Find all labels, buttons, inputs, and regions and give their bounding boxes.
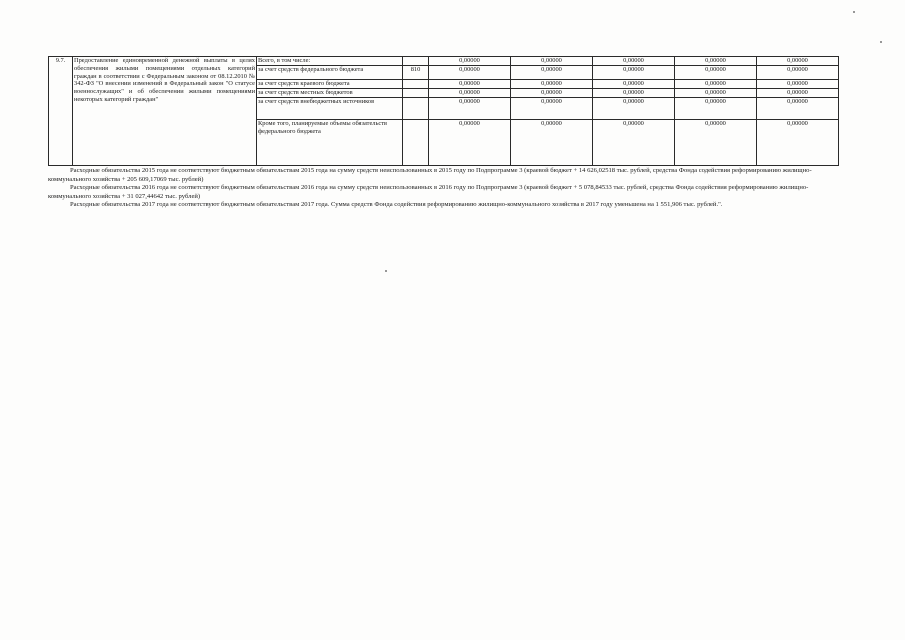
funding-source-label: за счет средств внебюджетных источников <box>257 97 403 119</box>
value-cell: 0,00000 <box>593 65 675 79</box>
value-cell: 0,00000 <box>593 97 675 119</box>
value-cell: 0,00000 <box>675 119 757 165</box>
value-cell: 0,00000 <box>593 119 675 165</box>
budget-code <box>403 97 429 119</box>
budget-code <box>403 119 429 165</box>
value-cell: 0,00000 <box>675 97 757 119</box>
row-number: 9.7. <box>49 57 73 166</box>
value-cell: 0,00000 <box>511 97 593 119</box>
budget-code <box>403 57 429 66</box>
funding-source-label: за счет средств федерального бюджета <box>257 65 403 79</box>
budget-code <box>403 79 429 88</box>
value-cell: 0,00000 <box>757 97 839 119</box>
value-cell: 0,00000 <box>593 88 675 97</box>
notes-block <box>48 167 840 210</box>
value-cell: 0,00000 <box>593 57 675 66</box>
value-cell: 0,00000 <box>757 65 839 79</box>
funding-source-label: за счет средств краевого бюджета <box>257 79 403 88</box>
value-cell: 0,00000 <box>675 57 757 66</box>
value-cell: 0,00000 <box>757 88 839 97</box>
value-cell: 0,00000 <box>429 57 511 66</box>
value-cell: 0,00000 <box>511 88 593 97</box>
value-cell: 0,00000 <box>757 119 839 165</box>
budget-code <box>403 88 429 97</box>
budget-table <box>48 56 839 166</box>
funding-source-label: за счет средств местных бюджетов <box>257 88 403 97</box>
value-cell: 0,00000 <box>429 79 511 88</box>
value-cell: 0,00000 <box>757 57 839 66</box>
note-paragraph: Расходные обязательства 2016 года не соответствуют бюджетным обязательствам 2016 года на сумму средств неиспользованных в 2016 году по Подпрограмме 3 (краевой бюджет + 5 078,84533 тыс. рублей, средства Фонда содействия реформированию жилищно-коммунального хозяйства + 31 027,44642 тыс. рублей) <box>48 184 809 200</box>
funding-source-label: Кроме того, планируемые объемы обязательств федерального бюджета <box>257 119 403 165</box>
scan-speck <box>853 11 855 13</box>
value-cell: 0,00000 <box>429 119 511 165</box>
value-cell: 0,00000 <box>511 119 593 165</box>
value-cell: 0,00000 <box>429 65 511 79</box>
value-cell: 0,00000 <box>675 88 757 97</box>
scan-speck <box>880 41 882 43</box>
note-paragraph: Расходные обязательства 2015 года не соответствуют бюджетным обязательствам 2015 года на сумму средств неиспользованных в 2015 году по Подпрограмме 3 (краевой бюджет + 14 626,02518 тыс. рублей, средства Фонда содействия реформированию жилищно-коммунального хозяйства + 205 609,17069 тыс. рублей) <box>48 167 812 183</box>
budget-code: 810 <box>403 65 429 79</box>
scan-speck <box>385 270 387 272</box>
note-paragraph: Расходные обязательства 2017 года не соответствуют бюджетным обязательствам 2017 года. Сумма средств Фонда содействия реформированию жилищно-коммунального хозяйства в 2017 году уменьшена на 1 551,906 тыс. рублей.". <box>70 201 723 209</box>
value-cell: 0,00000 <box>675 65 757 79</box>
table-row <box>49 57 839 66</box>
funding-source-label: Всего, в том числе: <box>257 57 403 66</box>
value-cell: 0,00000 <box>593 79 675 88</box>
value-cell: 0,00000 <box>675 79 757 88</box>
value-cell: 0,00000 <box>511 57 593 66</box>
value-cell: 0,00000 <box>757 79 839 88</box>
value-cell: 0,00000 <box>429 88 511 97</box>
measure-description: Предоставление единовременной денежной выплаты в целях обеспечения жилыми помещениями отдельных категорий граждан в соответствии с Федеральным законом от 08.12.2010 № 342-ФЗ "О внесении изменений в Федеральный закон "О статусе военнослужащих" и об обеспечении жилыми помещениями некоторых категорий граждан" <box>73 57 257 166</box>
value-cell: 0,00000 <box>511 65 593 79</box>
value-cell: 0,00000 <box>511 79 593 88</box>
value-cell: 0,00000 <box>429 97 511 119</box>
